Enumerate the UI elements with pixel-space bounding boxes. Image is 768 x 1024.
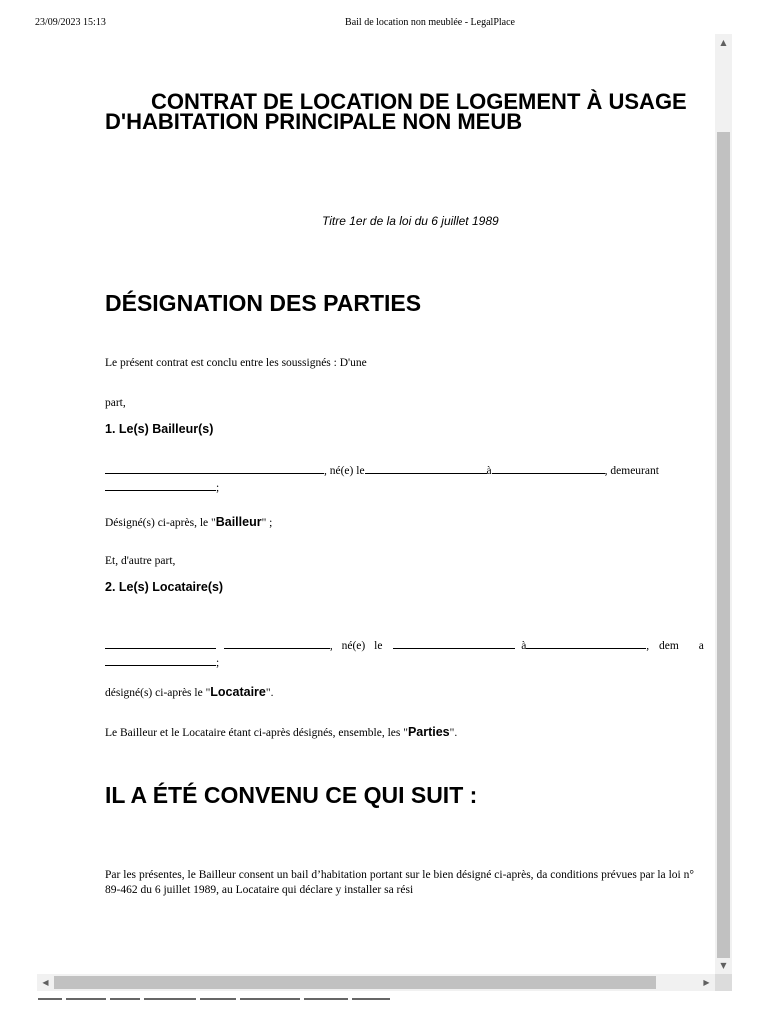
vertical-scrollbar[interactable] [715, 34, 732, 974]
term-locataire: Locataire [210, 685, 266, 699]
parties-line: Le Bailleur et le Locataire étant ci-après désignés, ensemble, les "Parties". [105, 725, 458, 739]
vertical-scroll-thumb[interactable] [717, 132, 730, 958]
locataire-fill-line: , né(e) le à , dem a ; [105, 637, 715, 671]
autre-part-line: Et, d'autre part, [105, 555, 176, 567]
designe-bailleur-line: Désigné(s) ci-après, le "Bailleur" ; [105, 515, 273, 529]
scroll-right-icon[interactable]: ▶ [703, 978, 710, 987]
section-heading-parties: DÉSIGNATION DES PARTIES [105, 290, 422, 316]
horizontal-scrollbar[interactable] [37, 974, 715, 991]
scroll-up-icon[interactable]: ▲ [720, 38, 727, 47]
horizontal-scroll-thumb[interactable] [54, 976, 656, 989]
convenu-paragraph: Par les présentes, le Bailleur consent un bail d’habitation portant sur le bien désigné ci-après, da conditions prévues par la loi n° 89-462 du 6 juillet 1989, au Locataire qui déclare y installer sa rési [105, 869, 694, 896]
blank-locataire-1[interactable] [105, 637, 216, 649]
blank-locataire-birthdate[interactable] [393, 637, 515, 649]
intro-line: Le présent contrat est conclu entre les soussignés : D'une [105, 357, 367, 369]
scroll-left-icon[interactable]: ◀ [42, 978, 49, 987]
document-viewport[interactable] [37, 34, 715, 974]
contract-subtitle: Titre 1er de la loi du 6 juillet 1989 [322, 214, 499, 228]
print-footer-cutoff [38, 998, 418, 1001]
blank-address[interactable] [105, 479, 216, 491]
blank-name[interactable] [105, 462, 324, 474]
section-heading-convenu: IL A ÉTÉ CONVENU CE QUI SUIT : [105, 782, 478, 808]
scrollbar-corner [715, 974, 732, 991]
blank-locataire-birthplace[interactable] [526, 637, 646, 649]
contract-title: CONTRAT DE LOCATION DE LOGEMENT À USAGE D'HABITATION PRINCIPALE NON MEUB [105, 89, 687, 134]
blank-birthdate[interactable] [365, 462, 487, 474]
designe-locataire-line: désigné(s) ci-après le "Locataire". [105, 685, 274, 699]
term-parties: Parties [407, 725, 450, 739]
print-date: 23/09/2023 15:13 [35, 17, 106, 28]
blank-birthplace[interactable] [492, 462, 605, 474]
locataire-heading: 2. Le(s) Locataire(s) [105, 580, 224, 594]
bailleur-fill-line: , né(e) le à , demeurant ; [105, 462, 705, 496]
bailleur-heading: 1. Le(s) Bailleur(s) [105, 422, 214, 436]
term-bailleur: Bailleur [215, 515, 262, 529]
blank-locataire-address[interactable] [105, 654, 216, 666]
blank-locataire-2[interactable] [224, 637, 330, 649]
scroll-down-icon[interactable]: ▼ [720, 961, 727, 970]
part-line: part, [105, 397, 126, 409]
print-page-title: Bail de location non meublée - LegalPlace [345, 17, 515, 28]
